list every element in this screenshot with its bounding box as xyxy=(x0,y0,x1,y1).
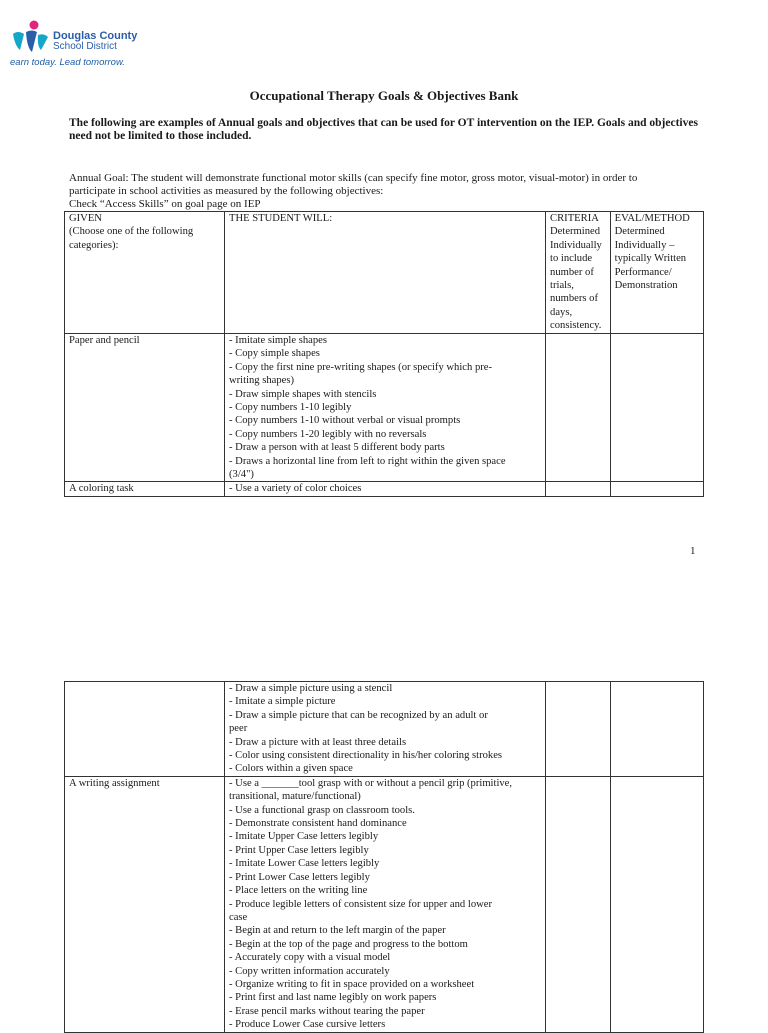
objective-item: - Print Lower Case letters legibly xyxy=(229,871,370,883)
objective-item: - Copy simple shapes xyxy=(229,348,320,360)
objectives-table xyxy=(64,211,704,497)
header-given-line: (Choose one of the following xyxy=(69,226,194,238)
row-criteria xyxy=(546,482,611,496)
header-criteria-line: number of xyxy=(550,266,594,278)
org-name-line2: School District xyxy=(53,41,117,52)
table-row xyxy=(65,776,704,1032)
header-given-line: GIVEN xyxy=(69,213,102,224)
objective-item: case xyxy=(229,911,248,923)
header-criteria-line: to include xyxy=(550,253,593,265)
objective-item: - Use a functional grasp on classroom tools. xyxy=(229,804,415,816)
page-title: Occupational Therapy Goals & Objectives Bank xyxy=(249,88,519,103)
objective-item: - Draw simple shapes with stencils xyxy=(229,388,377,400)
org-tagline: earn today. Lead tomorrow. xyxy=(10,57,125,68)
objective-item: - Copy numbers 1-10 legibly xyxy=(229,402,352,414)
objective-item: - Begin at the top of the page and progress to the bottom xyxy=(229,938,468,950)
district-logo-icon xyxy=(10,20,50,54)
header-criteria xyxy=(546,212,611,334)
header-given-line: categories): xyxy=(69,239,119,251)
objective-item: - Imitate simple shapes xyxy=(229,335,327,346)
row-criteria xyxy=(546,682,611,777)
objective-item: - Accurately copy with a visual model xyxy=(229,952,391,964)
objective-item: - Imitate Lower Case letters legibly xyxy=(229,858,380,870)
header-criteria-line: consistency. xyxy=(550,320,602,332)
objective-item: - Imitate a simple picture xyxy=(229,696,336,708)
row-objectives xyxy=(225,682,546,777)
objective-item: peer xyxy=(229,723,248,735)
page-number: 1 xyxy=(690,545,696,557)
objective-item: - Imitate Upper Case letters legibly xyxy=(229,831,379,843)
objective-item: - Copy numbers 1-20 legibly with no reversals xyxy=(229,428,427,440)
table-row xyxy=(65,482,704,496)
objective-item: - Produce Lower Case cursive letters xyxy=(229,1019,386,1031)
objective-item: - Draw a picture with at least three details xyxy=(229,736,407,748)
objective-item: transitional, mature/functional) xyxy=(229,791,361,803)
annual-goal xyxy=(69,172,709,211)
district-logo xyxy=(10,16,150,72)
objective-item: - Draw a simple picture using a stencil xyxy=(229,683,393,694)
objective-item: - Draw a simple picture that can be recognized by an adult or xyxy=(229,709,488,721)
header-criteria-line: numbers of xyxy=(550,293,598,305)
row-given: Paper and pencil xyxy=(65,334,225,482)
header-eval xyxy=(610,212,703,334)
annual-goal-line: Annual Goal: The student will demonstrate functional motor skills (can specify fine motor, gross motor, visual-motor) in order to xyxy=(69,172,638,184)
row-eval xyxy=(610,482,703,496)
row-objectives xyxy=(225,334,546,482)
org-name-line1: Douglas County xyxy=(53,30,138,42)
row-given: A writing assignment xyxy=(65,776,225,1032)
objective-item: - Print Upper Case letters legibly xyxy=(229,844,369,856)
header-eval-line: Performance/ xyxy=(614,266,672,278)
row-objectives xyxy=(225,482,546,496)
objective-item: - Organize writing to fit in space provided on a worksheet xyxy=(229,978,475,990)
objective-item: - Draw a person with at least 5 different body parts xyxy=(229,442,445,454)
header-eval-line: Demonstration xyxy=(614,280,678,292)
objective-item: - Draws a horizontal line from left to right within the given space xyxy=(229,455,506,467)
row-eval xyxy=(610,682,703,777)
header-eval-line: typically Written xyxy=(614,253,687,265)
row-objectives xyxy=(225,776,546,1032)
objective-item: - Copy written information accurately xyxy=(229,965,390,977)
objective-item: writing shapes) xyxy=(229,375,295,387)
objective-item: (3/4") xyxy=(229,469,254,481)
objective-item: - Place letters on the writing line xyxy=(229,885,368,897)
annual-goal-line: participate in school activities as measured by the following objectives: xyxy=(69,185,384,197)
table-row xyxy=(65,334,704,482)
objectives-table-continued xyxy=(64,681,704,1033)
header-eval-line: Determined xyxy=(614,226,665,238)
header-eval-line: Individually – xyxy=(614,239,675,251)
header-criteria-line: Determined xyxy=(550,226,601,238)
header-student-will: THE STUDENT WILL: xyxy=(225,212,546,334)
objective-item: - Copy numbers 1-10 without verbal or visual prompts xyxy=(229,415,461,427)
header-eval-line: EVAL/METHOD xyxy=(614,213,690,224)
row-criteria xyxy=(546,334,611,482)
objective-item: - Copy the first nine pre-writing shapes (or specify which pre- xyxy=(229,361,493,373)
objective-item: - Begin at and return to the left margin of the paper xyxy=(229,925,446,937)
objective-item: - Use a variety of color choices xyxy=(229,483,362,495)
annual-goal-line: Check “Access Skills” on goal page on IEP xyxy=(69,198,261,210)
row-eval xyxy=(610,334,703,482)
row-criteria xyxy=(546,776,611,1032)
header-criteria-line: CRITERIA xyxy=(550,213,599,224)
table-header-row xyxy=(65,212,704,334)
header-criteria-line: days, xyxy=(550,306,573,318)
header-criteria-line: Individually xyxy=(550,239,602,251)
row-given xyxy=(65,682,225,777)
objective-item: - Colors within a given space xyxy=(229,763,353,775)
objective-item: - Erase pencil marks without tearing the paper xyxy=(229,1005,425,1017)
objective-item: - Color using consistent directionality in his/her coloring strokes xyxy=(229,750,503,762)
objective-item: - Use a _______tool grasp with or without a pencil grip (primitive, xyxy=(229,777,513,789)
intro-paragraph: The following are examples of Annual goals and objectives that can be used for OT intervention on the IEP. Goals and objectives need not be limited to those included. xyxy=(69,117,698,142)
row-given: A coloring task xyxy=(65,482,225,496)
table-row xyxy=(65,682,704,777)
header-given xyxy=(65,212,225,334)
objective-item: - Demonstrate consistent hand dominance xyxy=(229,818,407,830)
objective-item: - Print first and last name legibly on work papers xyxy=(229,992,437,1004)
header-criteria-line: trials, xyxy=(550,280,574,292)
row-eval xyxy=(610,776,703,1032)
objective-item: - Produce legible letters of consistent size for upper and lower xyxy=(229,898,492,910)
